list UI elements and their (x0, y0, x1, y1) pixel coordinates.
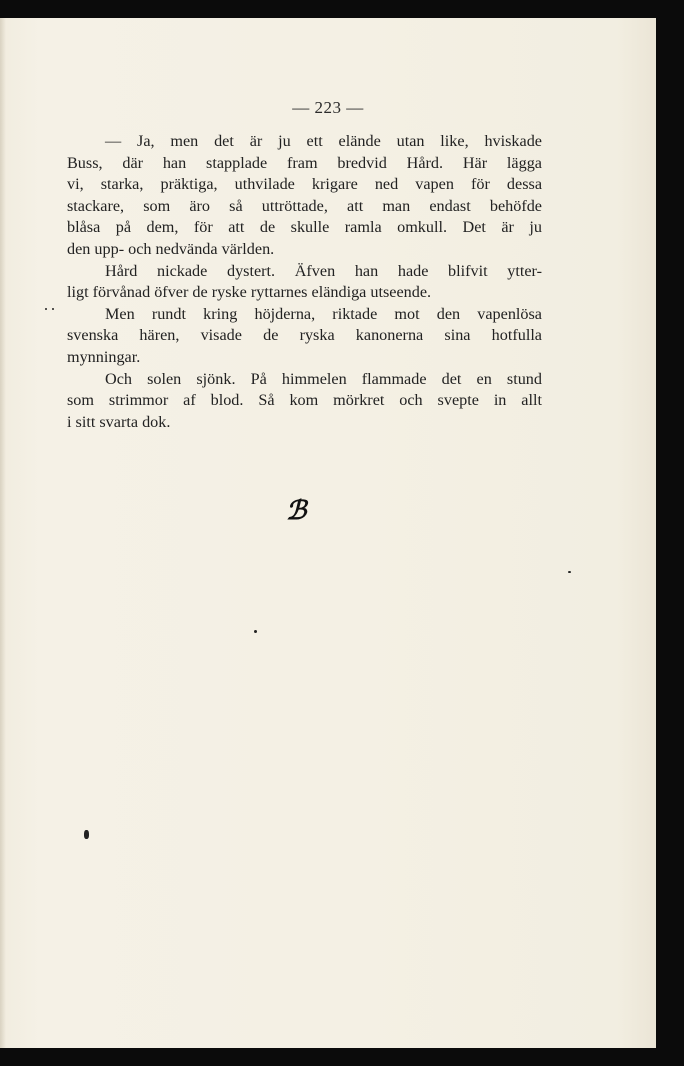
text-line: blåsa på dem, för att de skulle ramla omkull. Det är ju (67, 218, 542, 237)
text-line: stackare, som äro så uttröttade, att man endast behöfde (67, 196, 542, 215)
body-text (67, 131, 542, 433)
text-line: mynningar. (67, 347, 141, 366)
book-page (0, 18, 656, 1048)
paper-speck (45, 308, 47, 310)
page-number: — 223 — (292, 98, 364, 117)
fleuron-ornament-icon: ℬ (286, 496, 307, 526)
text-line: den upp- och nedvända världen. (67, 239, 275, 258)
text-line: i sitt svarta dok. (67, 412, 171, 431)
text-line: svenska hären, visade de ryska kanonerna sina hotfulla (67, 326, 542, 345)
text-line: Men rundt kring höjderna, riktade mot den vapenlösa (105, 304, 542, 323)
text-line: ligt förvånad öfver de ryske ryttarnes eländiga utseende. (67, 283, 432, 302)
text-line: Och solen sjönk. På himmelen flammade det en stund (105, 369, 542, 388)
ink-blot (84, 830, 89, 839)
text-line: — Ja, men det är ju ett elände utan like, hviskade (105, 132, 542, 150)
page-gutter-shadow (0, 18, 6, 1048)
text-line: som strimmor af blod. Så kom mörkret och svepte in allt (67, 391, 542, 410)
text-line: Hård nickade dystert. Äfven han hade blifvit ytter- (105, 261, 542, 280)
text-line: vi, starka, präktiga, uthvilade krigare ned vapen för dessa (67, 175, 542, 194)
paper-speck (52, 308, 54, 310)
text-line: Buss, där han stapplade fram bredvid Hård. Här lägga (67, 153, 542, 172)
paper-speck (568, 571, 571, 573)
paper-speck (254, 630, 257, 633)
